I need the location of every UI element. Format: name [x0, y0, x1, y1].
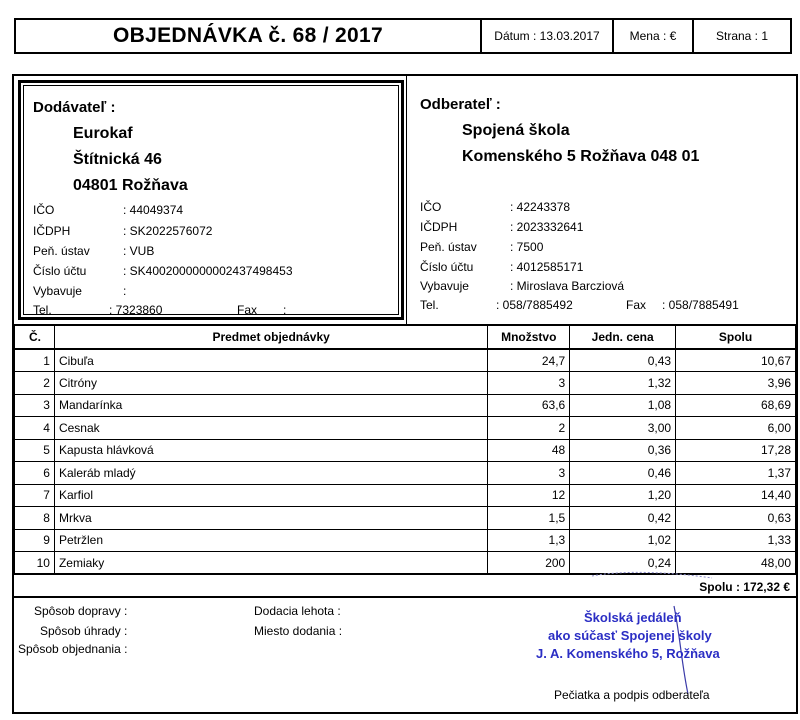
field-value: :	[123, 284, 127, 298]
supplier-name: Eurokaf	[73, 125, 133, 142]
row-item-name: Mandarínka	[54, 394, 487, 417]
row-quantity: 12	[488, 484, 570, 507]
page-number: Strana : 1	[715, 29, 769, 43]
order-total: Spolu : 172,32 €	[699, 580, 790, 594]
field-key: IČO	[420, 200, 442, 214]
stamp-line-2: ako súčasť Spojenej školy	[548, 628, 712, 643]
row-quantity: 3	[488, 462, 570, 485]
table-row	[15, 417, 796, 440]
transport-method-label: Spôsob dopravy :	[34, 604, 128, 618]
row-index: 8	[15, 507, 55, 530]
field-key: Číslo účtu	[33, 264, 87, 278]
row-item-name: Kaleráb mladý	[54, 462, 487, 485]
table-row	[15, 372, 796, 395]
field-key: IČDPH	[420, 220, 458, 234]
field-key: Vybavuje	[420, 279, 469, 293]
table-header-row	[15, 325, 796, 349]
supplier-city: 04801 Rožňava	[73, 177, 188, 194]
row-index: 6	[15, 462, 55, 485]
customer-tel-value: : 058/7885492	[496, 298, 573, 312]
row-index: 1	[15, 349, 55, 372]
table-row	[15, 507, 796, 530]
row-unit-price: 0,36	[570, 439, 676, 462]
customer-bank-row	[420, 240, 543, 254]
row-total: 10,67	[676, 349, 796, 372]
row-item-name: Citróny	[54, 372, 487, 395]
delivery-place-label: Miesto dodania :	[254, 624, 343, 638]
customer-fax-value: : 058/7885491	[662, 298, 739, 312]
customer-icdph-row	[420, 220, 583, 234]
customer-handler-row	[420, 279, 624, 293]
table-row	[15, 484, 796, 507]
field-value: : 7500	[510, 240, 544, 254]
row-unit-price: 0,46	[570, 462, 676, 485]
signature-stroke	[592, 572, 712, 578]
field-value: : 2023332641	[510, 220, 584, 234]
row-quantity: 1,3	[488, 529, 570, 552]
row-index: 2	[15, 372, 55, 395]
supplier-bank-row	[33, 244, 154, 258]
supplier-fax-label: Fax	[237, 303, 258, 317]
customer-label: Odberateľ :	[420, 96, 501, 113]
field-value: : VUB	[123, 244, 155, 258]
order-date: Dátum : 13.03.2017	[482, 20, 614, 52]
order-body	[12, 74, 798, 714]
customer-address: Komenského 5 Rožňava 048 01	[462, 148, 700, 165]
customer-tel-label: Tel.	[420, 298, 439, 312]
row-unit-price: 1,08	[570, 394, 676, 417]
row-total: 1,37	[676, 462, 796, 485]
field-value: : SK4002000000002437498453	[123, 264, 293, 278]
field-key: Číslo účtu	[420, 260, 474, 274]
row-quantity: 24,7	[488, 349, 570, 372]
supplier-box	[18, 80, 404, 320]
row-total: 48,00	[676, 552, 796, 575]
row-item-name: Cesnak	[54, 417, 487, 440]
row-total: 3,96	[676, 372, 796, 395]
row-index: 10	[15, 552, 55, 575]
row-quantity: 200	[488, 552, 570, 575]
delivery-deadline-label: Dodacia lehota :	[254, 604, 341, 618]
table-row	[15, 529, 796, 552]
row-total: 1,33	[676, 529, 796, 552]
field-value: : Miroslava Barcziová	[510, 279, 625, 293]
field-value: : 42243378	[510, 200, 571, 214]
row-unit-price: 0,43	[570, 349, 676, 372]
row-unit-price: 0,24	[570, 552, 676, 575]
row-item-name: Cibuľa	[54, 349, 487, 372]
row-item-name: Zemiaky	[54, 552, 487, 575]
customer-name: Spojená škola	[462, 122, 570, 139]
field-key: IČO	[33, 203, 55, 217]
customer-account-row	[420, 260, 583, 274]
row-unit-price: 3,00	[570, 417, 676, 440]
col-header-unit-price: Jedn. cena	[570, 325, 676, 349]
supplier-icdph-row	[33, 224, 212, 238]
signature-label: Pečiatka a podpis odberateľa	[554, 688, 710, 702]
stamp-line-3: J. A. Komenského 5, Rožňava	[536, 646, 720, 661]
field-key: IČDPH	[33, 224, 71, 238]
supplier-street: Štítnická 46	[73, 151, 162, 168]
supplier-handler-row	[33, 284, 126, 298]
table-row	[15, 439, 796, 462]
row-quantity: 48	[488, 439, 570, 462]
row-quantity: 1,5	[488, 507, 570, 530]
row-total: 14,40	[676, 484, 796, 507]
row-item-name: Mrkva	[54, 507, 487, 530]
row-item-name: Petržlen	[54, 529, 487, 552]
row-item-name: Kapusta hlávková	[54, 439, 487, 462]
col-header-total: Spolu	[676, 325, 796, 349]
supplier-account-row	[33, 264, 293, 278]
items-table	[14, 324, 796, 575]
ordering-method-label: Spôsob objednania :	[18, 642, 128, 656]
supplier-label: Dodávateľ :	[33, 99, 116, 116]
document-header	[14, 18, 792, 54]
row-index: 9	[15, 529, 55, 552]
row-index: 7	[15, 484, 55, 507]
col-header-item: Predmet objednávky	[54, 325, 487, 349]
field-value: : 4012585171	[510, 260, 584, 274]
row-index: 3	[15, 394, 55, 417]
supplier-fax-value: :	[283, 303, 287, 317]
row-quantity: 3	[488, 372, 570, 395]
row-quantity: 2	[488, 417, 570, 440]
row-total: 17,28	[676, 439, 796, 462]
row-unit-price: 0,42	[570, 507, 676, 530]
field-value: : SK2022576072	[123, 224, 213, 238]
row-unit-price: 1,20	[570, 484, 676, 507]
customer-ico-row	[420, 200, 570, 214]
row-total: 0,63	[676, 507, 796, 530]
table-row	[15, 462, 796, 485]
row-total: 68,69	[676, 394, 796, 417]
field-value: : 44049374	[123, 203, 184, 217]
row-total: 6,00	[676, 417, 796, 440]
row-index: 5	[15, 439, 55, 462]
stamp-line-1: Školská jedáleň	[584, 610, 682, 625]
field-key: Vybavuje	[33, 284, 82, 298]
customer-fax-label: Fax	[626, 298, 647, 312]
customer-box	[406, 76, 796, 324]
row-unit-price: 1,32	[570, 372, 676, 395]
col-header-index: Č.	[15, 325, 55, 349]
row-quantity: 63,6	[488, 394, 570, 417]
field-key: Peň. ústav	[420, 240, 477, 254]
supplier-box-frame	[23, 85, 399, 315]
field-key: Peň. ústav	[33, 244, 90, 258]
order-currency: Mena : €	[614, 20, 694, 52]
supplier-ico-row	[33, 203, 183, 217]
payment-method-label: Spôsob úhrady :	[40, 624, 128, 638]
table-row	[15, 394, 796, 417]
supplier-tel-value: : 7323860	[109, 303, 163, 317]
row-index: 4	[15, 417, 55, 440]
document-title: OBJEDNÁVKA č. 68 / 2017	[16, 20, 482, 52]
col-header-quantity: Množstvo	[488, 325, 570, 349]
row-unit-price: 1,02	[570, 529, 676, 552]
supplier-tel-label: Tel.	[33, 303, 52, 317]
row-item-name: Karfiol	[54, 484, 487, 507]
table-row	[15, 349, 796, 372]
